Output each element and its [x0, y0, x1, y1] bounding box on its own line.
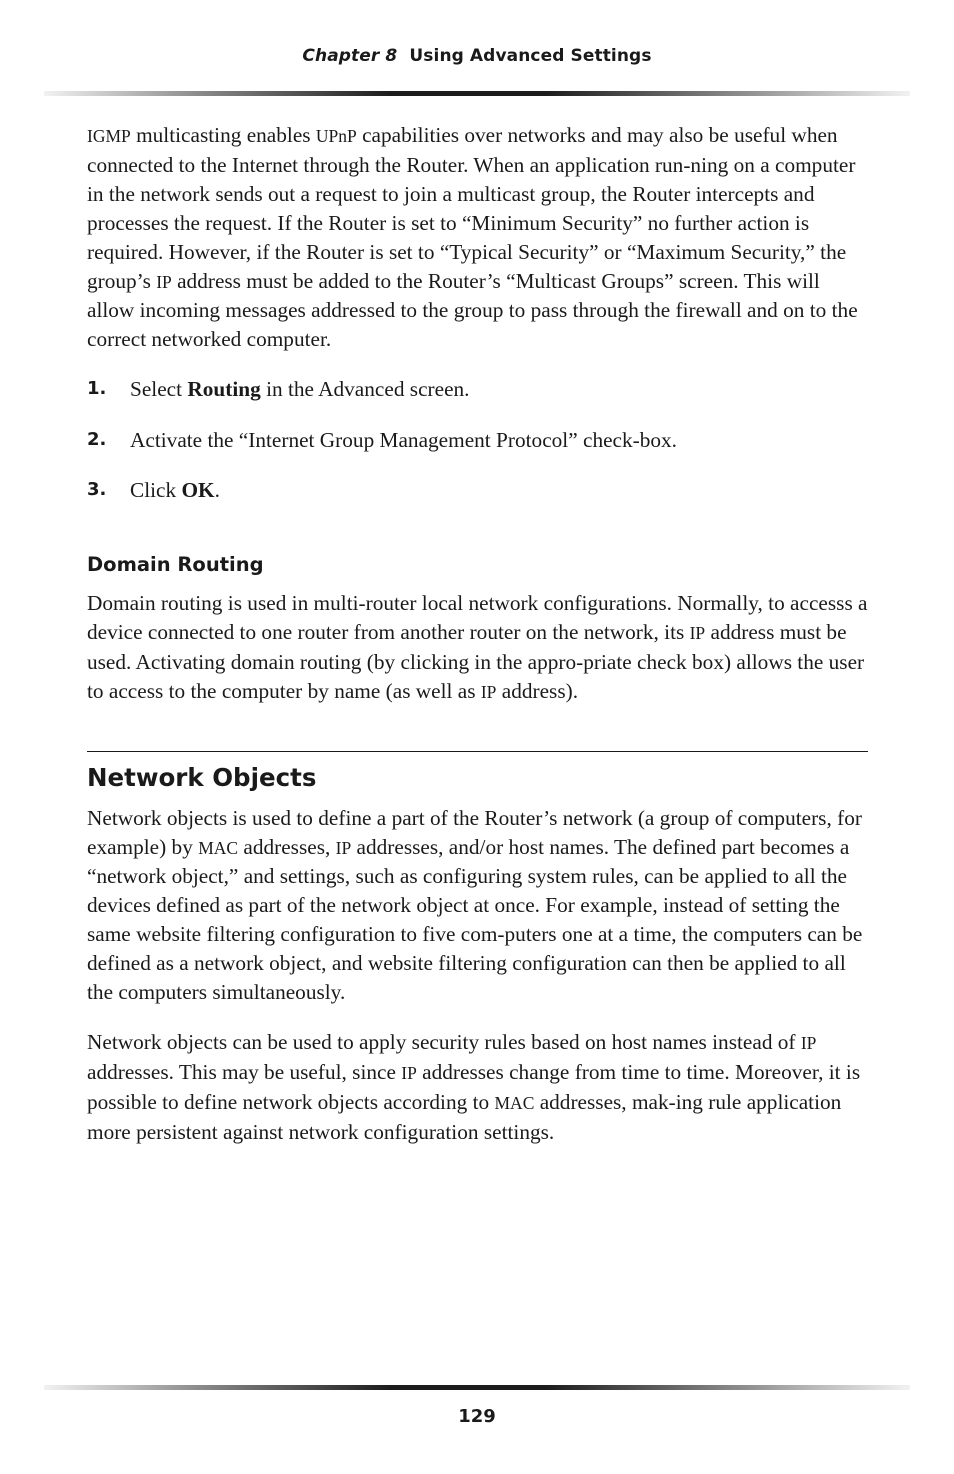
step-text: Activate the “Internet Group Management Protocol” check-box. [130, 427, 678, 452]
intro-paragraph: IGMP multicasting enables UPnP capabilities over networks and may also be useful when connected to the Internet through the Router. When an application run-ning on a computer in the network sends out a request to join a multicast group, the Router intercepts and processes the request. If the Router is set to “Minimum Security” no further action is required. However, if the Router is set to “Typical Security” or “Maximum Security,” the group’s IP address must be added to the Router’s “Multicast Groups” screen. This will allow incoming messages addressed to the group to pass through the firewall and on to the correct networked computer. [87, 123, 858, 352]
network-objects-heading: Network Objects [87, 762, 317, 792]
header-rule [44, 91, 910, 96]
chapter-title: Using Advanced Settings [409, 46, 652, 66]
step-text: Click OK. [130, 478, 220, 503]
step-number: 2. [87, 428, 107, 450]
step-number: 1. [87, 378, 107, 400]
network-objects-paragraph-2: Network objects can be used to apply security rules based on host names instead of IP addresses. This may be useful, since IP addresses change from time to time. Moreover, it is possible to define network objects according to MAC addresses, mak-ing rule application more persistent against network configuration settings. [87, 1029, 861, 1144]
steps-list [87, 375, 868, 505]
step-number: 3. [87, 479, 107, 501]
domain-routing-paragraph: Domain routing is used in multi-router local network configurations. Normally, to accesss a device connected to one router from another router on the network, its IP address must be used. Activating domain routing (by clicking in the appro-priate check box) allows the user to access to the computer by name (as well as IP address). [87, 590, 868, 703]
domain-routing-heading: Domain Routing [87, 552, 264, 576]
network-objects-paragraph-1: Network objects is used to define a part of the Router’s network (a group of computers, for example) by MAC addresses, IP addresses, and/or host names. The defined part becomes a “network object,” and settings, such as configuring system rules, can be applied to all the devices defined as part of the network object at once. For example, instead of setting the same website filtering configuration to five com-puters one at a time, the computers can be defined as a network object, and website filtering configuration can then be applied to all the computers simultaneously. [87, 805, 863, 1005]
page-number: 129 [458, 1406, 496, 1427]
footer-rule [44, 1385, 910, 1390]
list-item [87, 426, 868, 455]
page-body [87, 121, 868, 1147]
section-divider [87, 751, 868, 752]
list-item [87, 375, 868, 404]
list-item [87, 476, 868, 505]
step-text: Select Routing in the Advanced screen. [130, 377, 470, 402]
running-header [0, 46, 954, 66]
chapter-label: Chapter 8 [302, 46, 398, 66]
